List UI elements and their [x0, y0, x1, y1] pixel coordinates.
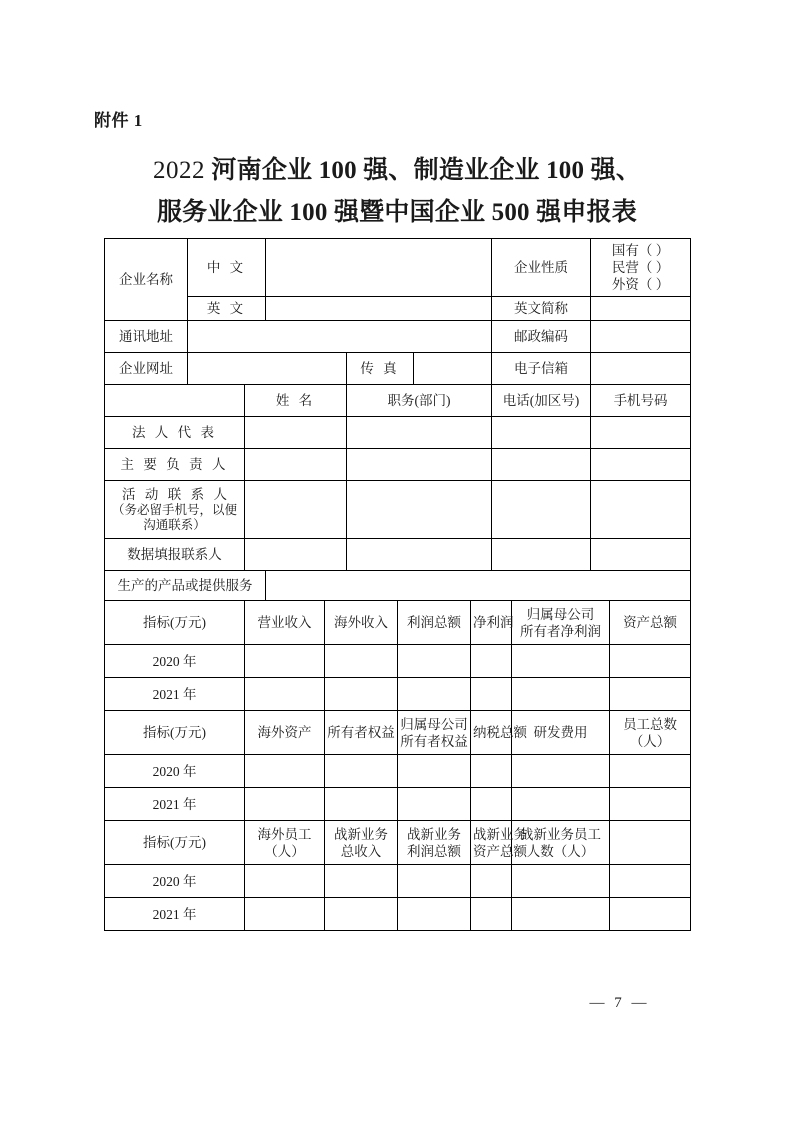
indicator-1-header-5-line1: 归属母公司	[526, 606, 595, 622]
fax-input[interactable]	[414, 353, 492, 385]
title-year: 2022	[152, 157, 205, 184]
enterprise-nature-label: 企业性质	[492, 239, 591, 297]
indicator-2-2021-rd-expense[interactable]	[512, 788, 610, 821]
indicator-2-2021-total-tax[interactable]	[471, 788, 512, 821]
indicator-1-2020-revenue[interactable]	[245, 645, 325, 678]
table-row-company-name-en	[105, 297, 691, 321]
contact-header-empty	[105, 385, 245, 417]
contact-header-position: 职务(部门)	[347, 385, 492, 417]
indicator-1-header-5	[512, 601, 610, 645]
indicator-2-2020-total-tax[interactable]	[471, 755, 512, 788]
table-row-contact-headers	[105, 385, 691, 417]
page-number: — 7 —	[589, 995, 650, 1011]
english-name-label: 英 文	[188, 297, 266, 321]
english-abbr-label: 英文简称	[492, 297, 591, 321]
legal-representative-position-input[interactable]	[347, 417, 492, 449]
products-label: 生产的产品或提供服务	[105, 571, 266, 601]
nature-option-state-owned[interactable]: 国有（ ）	[611, 243, 670, 258]
indicator-2-2021-parent-equity[interactable]	[398, 788, 471, 821]
title-line-1	[104, 150, 690, 192]
chinese-name-input[interactable]	[266, 239, 492, 297]
indicator-2-2020-overseas-assets[interactable]	[245, 755, 325, 788]
contact-header-phone: 电话(加区号)	[492, 385, 591, 417]
indicator-3-2020-strategic-employees[interactable]	[512, 865, 610, 898]
indicator-3-2020-strategic-profit[interactable]	[398, 865, 471, 898]
indicator-3-header-2-line2: 总收入	[340, 843, 382, 859]
indicator-1-header-3: 利润总额	[398, 601, 471, 645]
indicator-3-header-3	[398, 821, 471, 865]
legal-representative-label: 法 人 代 表	[105, 417, 245, 449]
indicator-3-2020-extra[interactable]	[610, 865, 691, 898]
indicator-2-header-6	[610, 711, 691, 755]
indicator-2-header-4: 纳税总额	[471, 711, 512, 755]
application-form-table	[104, 238, 691, 931]
main-responsible-phone-input[interactable]	[492, 449, 591, 481]
postcode-label: 邮政编码	[492, 321, 591, 353]
table-row-products	[105, 571, 691, 601]
indicator-2-2021-employees[interactable]	[610, 788, 691, 821]
data-contact-label: 数据填报联系人	[105, 539, 245, 571]
indicator-3-header-4-line1: 战新业务	[473, 826, 527, 842]
indicator-2-2020-owners-equity[interactable]	[325, 755, 398, 788]
main-responsible-name-input[interactable]	[245, 449, 347, 481]
table-row-main-responsible	[105, 449, 691, 481]
indicator-2-header-3	[398, 711, 471, 755]
indicator-1-2021-total-profit[interactable]	[398, 678, 471, 711]
company-name-label: 企业名称	[105, 239, 188, 321]
legal-representative-mobile-input[interactable]	[591, 417, 691, 449]
indicator-1-header-6: 资产总额	[610, 601, 691, 645]
indicator-3-2021-strategic-employees[interactable]	[512, 898, 610, 931]
postcode-input[interactable]	[591, 321, 691, 353]
data-contact-name-input[interactable]	[245, 539, 347, 571]
contact-header-mobile: 手机号码	[591, 385, 691, 417]
indicator-1-2021-overseas-revenue[interactable]	[325, 678, 398, 711]
products-input[interactable]	[266, 571, 691, 601]
table-row-indicator-header-3	[105, 821, 691, 865]
main-responsible-mobile-input[interactable]	[591, 449, 691, 481]
indicator-2-year-2020-label: 2020 年	[105, 755, 245, 788]
indicator-3-2020-strategic-revenue[interactable]	[325, 865, 398, 898]
indicator-2-header-6-line1: 员工总数	[623, 716, 678, 732]
indicator-2-header-5: 研发费用	[512, 711, 610, 755]
table-row-address	[105, 321, 691, 353]
title-line-2: 服务业企业 100 强暨中国企业 500 强申报表	[156, 199, 637, 226]
indicator-3-2020-strategic-assets[interactable]	[471, 865, 512, 898]
data-contact-mobile-input[interactable]	[591, 539, 691, 571]
website-input[interactable]	[188, 353, 347, 385]
indicator-1-header-1: 营业收入	[245, 601, 325, 645]
indicator-1-2021-parent-net-profit[interactable]	[512, 678, 610, 711]
email-label: 电子信箱	[492, 353, 591, 385]
indicator-2-2021-overseas-assets[interactable]	[245, 788, 325, 821]
table-row-indicator-3-year-2021	[105, 898, 691, 931]
main-responsible-position-input[interactable]	[347, 449, 492, 481]
fax-label: 传 真	[347, 353, 414, 385]
table-row-indicator-header-2	[105, 711, 691, 755]
page-footer	[0, 995, 794, 1012]
indicator-1-header-0: 指标(万元)	[105, 601, 245, 645]
title-line-1-text: 河南企业 100 强、制造业企业 100 强、	[204, 157, 642, 184]
indicator-3-header-5-line2: 人数（人）	[526, 843, 595, 859]
table-row-indicator-1-year-2021	[105, 678, 691, 711]
indicator-1-2020-parent-net-profit[interactable]	[512, 645, 610, 678]
table-row-indicator-3-year-2020	[105, 865, 691, 898]
activity-contact-position-input[interactable]	[347, 481, 492, 539]
address-label: 通讯地址	[105, 321, 188, 353]
indicator-2-2020-parent-equity[interactable]	[398, 755, 471, 788]
nature-option-foreign[interactable]: 外资（ ）	[611, 277, 670, 292]
indicator-1-2020-overseas-revenue[interactable]	[325, 645, 398, 678]
legal-representative-name-input[interactable]	[245, 417, 347, 449]
table-row-indicator-2-year-2021	[105, 788, 691, 821]
indicator-2-header-3-line2: 所有者权益	[400, 733, 468, 749]
indicator-3-header-2	[325, 821, 398, 865]
indicator-3-year-2021-label: 2021 年	[105, 898, 245, 931]
activity-contact-title: 活 动 联 系 人	[122, 487, 230, 502]
indicator-2-header-2: 所有者权益	[325, 711, 398, 755]
legal-representative-phone-input[interactable]	[492, 417, 591, 449]
indicator-2-2020-employees[interactable]	[610, 755, 691, 788]
indicator-3-header-6-empty	[610, 821, 691, 865]
attachment-label: 附件 1	[94, 111, 143, 130]
nature-option-private[interactable]: 民营（ ）	[611, 260, 670, 275]
email-input[interactable]	[591, 353, 691, 385]
indicator-2-2020-rd-expense[interactable]	[512, 755, 610, 788]
indicator-1-year-2021-label: 2021 年	[105, 678, 245, 711]
indicator-1-year-2020-label: 2020 年	[105, 645, 245, 678]
table-row-data-contact	[105, 539, 691, 571]
indicator-3-header-1-line2: （人）	[264, 843, 305, 859]
contact-header-name: 姓 名	[245, 385, 347, 417]
indicator-1-2020-net-profit[interactable]	[471, 645, 512, 678]
indicator-3-2021-strategic-profit[interactable]	[398, 898, 471, 931]
table-row-indicator-1-year-2020	[105, 645, 691, 678]
chinese-name-label: 中 文	[188, 239, 266, 297]
enterprise-nature-options[interactable]	[591, 239, 691, 297]
indicator-3-2021-strategic-assets[interactable]	[471, 898, 512, 931]
activity-contact-note-line1: （务必留手机号，以便	[111, 503, 237, 517]
indicator-1-2021-net-profit[interactable]	[471, 678, 512, 711]
activity-contact-note-line2: 沟通联系）	[143, 518, 206, 532]
table-row-activity-contact	[105, 481, 691, 539]
indicator-1-header-5-line2: 所有者净利润	[520, 623, 602, 639]
indicator-3-2021-strategic-revenue[interactable]	[325, 898, 398, 931]
indicator-1-header-2: 海外收入	[325, 601, 398, 645]
activity-contact-phone-input[interactable]	[492, 481, 591, 539]
table-row-indicator-header-1	[105, 601, 691, 645]
indicator-1-2021-total-assets[interactable]	[610, 678, 691, 711]
indicator-3-header-4-line2: 资产总额	[473, 843, 527, 859]
indicator-1-header-4: 净利润	[471, 601, 512, 645]
indicator-2-header-1: 海外资产	[245, 711, 325, 755]
indicator-3-header-5	[512, 821, 610, 865]
activity-contact-mobile-input[interactable]	[591, 481, 691, 539]
table-row-website	[105, 353, 691, 385]
english-abbr-input[interactable]	[591, 297, 691, 321]
table-row-indicator-2-year-2020	[105, 755, 691, 788]
data-contact-phone-input[interactable]	[492, 539, 591, 571]
page-title	[104, 150, 690, 234]
table-row-company-name-cn	[105, 239, 691, 297]
indicator-2-header-3-line1: 归属母公司	[400, 716, 468, 732]
indicator-3-header-3-line2: 利润总额	[407, 843, 461, 859]
indicator-1-2020-total-profit[interactable]	[398, 645, 471, 678]
english-name-input[interactable]	[266, 297, 492, 321]
indicator-3-2021-overseas-employees[interactable]	[245, 898, 325, 931]
indicator-3-header-1-line1: 海外员工	[257, 826, 312, 842]
activity-contact-name-input[interactable]	[245, 481, 347, 539]
table-row-legal-representative	[105, 417, 691, 449]
indicator-3-header-1	[245, 821, 325, 865]
indicator-3-header-4	[471, 821, 527, 865]
indicator-2-header-6-line2: （人）	[629, 733, 671, 749]
address-input[interactable]	[188, 321, 492, 353]
indicator-3-header-2-line1: 战新业务	[334, 826, 388, 842]
indicator-3-2020-overseas-employees[interactable]	[245, 865, 325, 898]
main-responsible-label: 主 要 负 责 人	[105, 449, 245, 481]
indicator-3-header-5-line1: 战新业务员工	[520, 826, 602, 842]
indicator-2-header-0: 指标(万元)	[105, 711, 245, 755]
activity-contact-label	[105, 481, 245, 539]
indicator-3-header-0: 指标(万元)	[105, 821, 245, 865]
indicator-3-header-3-line1: 战新业务	[407, 826, 461, 842]
indicator-2-2021-owners-equity[interactable]	[325, 788, 398, 821]
website-label: 企业网址	[105, 353, 188, 385]
indicator-1-2021-revenue[interactable]	[245, 678, 325, 711]
indicator-2-year-2021-label: 2021 年	[105, 788, 245, 821]
indicator-3-year-2020-label: 2020 年	[105, 865, 245, 898]
indicator-3-2021-extra[interactable]	[610, 898, 691, 931]
indicator-1-2020-total-assets[interactable]	[610, 645, 691, 678]
data-contact-position-input[interactable]	[347, 539, 492, 571]
